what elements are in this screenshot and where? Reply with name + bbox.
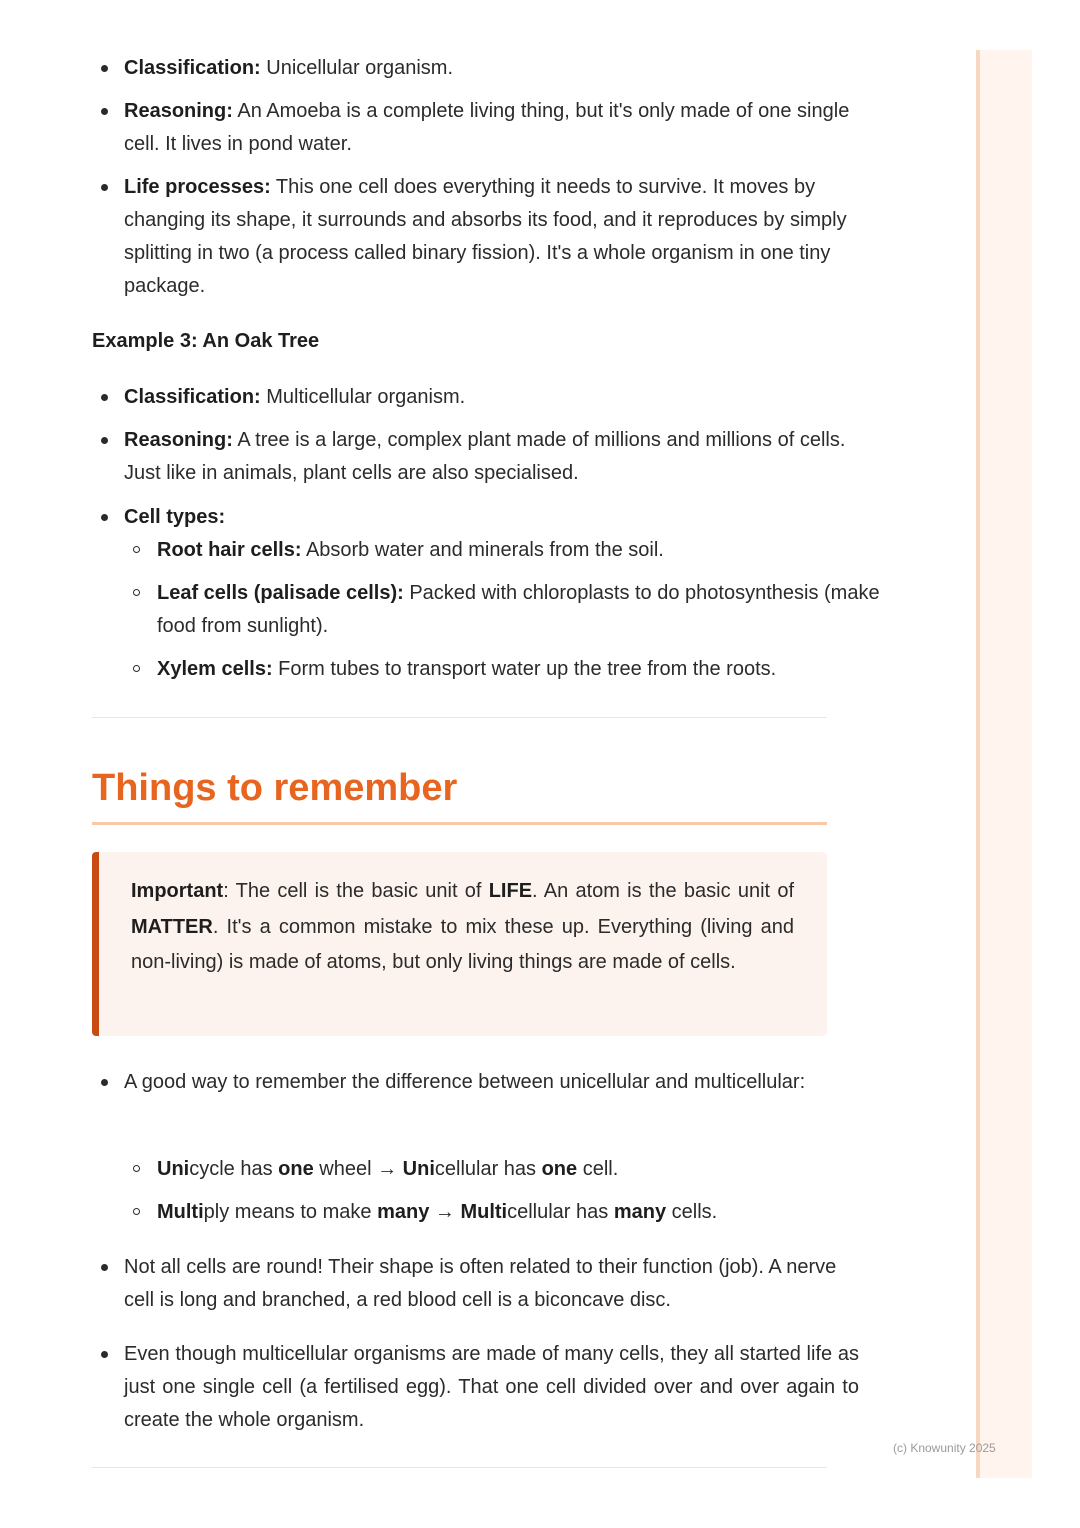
section-divider	[92, 717, 827, 718]
bottom-divider	[92, 1467, 827, 1468]
remember-bullet-single-cell-origin: Even though multicellular organisms are made of many cells, they all started life as just one single cell (a fertilised egg). That one cell divided over and over again to create the whole organism.	[92, 1338, 859, 1437]
classification-label: Classification:	[124, 57, 261, 79]
callout-text: Important: The cell is the basic unit of LIFE. An atom is the basic unit of MATTER. It's a common mistake to mix these up. Everything (living and non-living) is made of atoms, but only living things are made of cells.	[131, 880, 794, 973]
life-processes-label: Life processes:	[124, 176, 271, 198]
remember-bullet-mnemonic: A good way to remember the difference between unicellular and multicellular:	[92, 1066, 859, 1099]
section-title: Things to remember	[92, 767, 458, 809]
cell-type-root-hair: Root hair cells: Absorb water and minerals from the soil.	[92, 534, 892, 567]
important-callout	[92, 852, 827, 1036]
title-underline	[92, 822, 827, 825]
reasoning-label: Reasoning:	[124, 100, 233, 122]
side-panel	[976, 50, 1032, 1478]
example-3-heading: Example 3: An Oak Tree	[92, 330, 320, 352]
cell-type-leaf: Leaf cells (palisade cells): Packed with chloroplasts to do photosynthesis (make food from sunlight).	[92, 577, 892, 643]
remember-bullet-cell-shape: Not all cells are round! Their shape is often related to their function (job). A nerve cell is long and branched, a red blood cell is a biconcave disc.	[92, 1251, 859, 1317]
amoeba-reasoning: Reasoning: An Amoeba is a complete living thing, but it's only made of one single cell. It lives in pond water.	[92, 95, 859, 161]
oak-cell-types: Cell types:	[92, 501, 859, 534]
copyright-footer: (c) Knowunity 2025	[893, 1441, 996, 1455]
side-panel-border	[976, 50, 980, 1478]
callout-accent-bar	[92, 852, 99, 1036]
mnemonic-unicycle: Unicycle has one wheel → Unicellular has one cell.	[92, 1153, 892, 1186]
mnemonic-multiply: Multiply means to make many → Multicellular has many cells.	[92, 1196, 892, 1229]
oak-classification: Classification: Multicellular organism.	[92, 381, 859, 414]
amoeba-life-processes: Life processes: This one cell does everything it needs to survive. It moves by changing its shape, it surrounds and absorbs its food, and it reproduces by simply splitting in two (a process called binary fission). It's a whole organism in one tiny package.	[92, 171, 859, 303]
amoeba-classification: Classification: Unicellular organism.	[92, 52, 859, 85]
cell-type-xylem: Xylem cells: Form tubes to transport water up the tree from the roots.	[92, 653, 892, 686]
oak-reasoning: Reasoning: A tree is a large, complex plant made of millions and millions of cells. Just like in animals, plant cells are also specialised.	[92, 424, 859, 490]
